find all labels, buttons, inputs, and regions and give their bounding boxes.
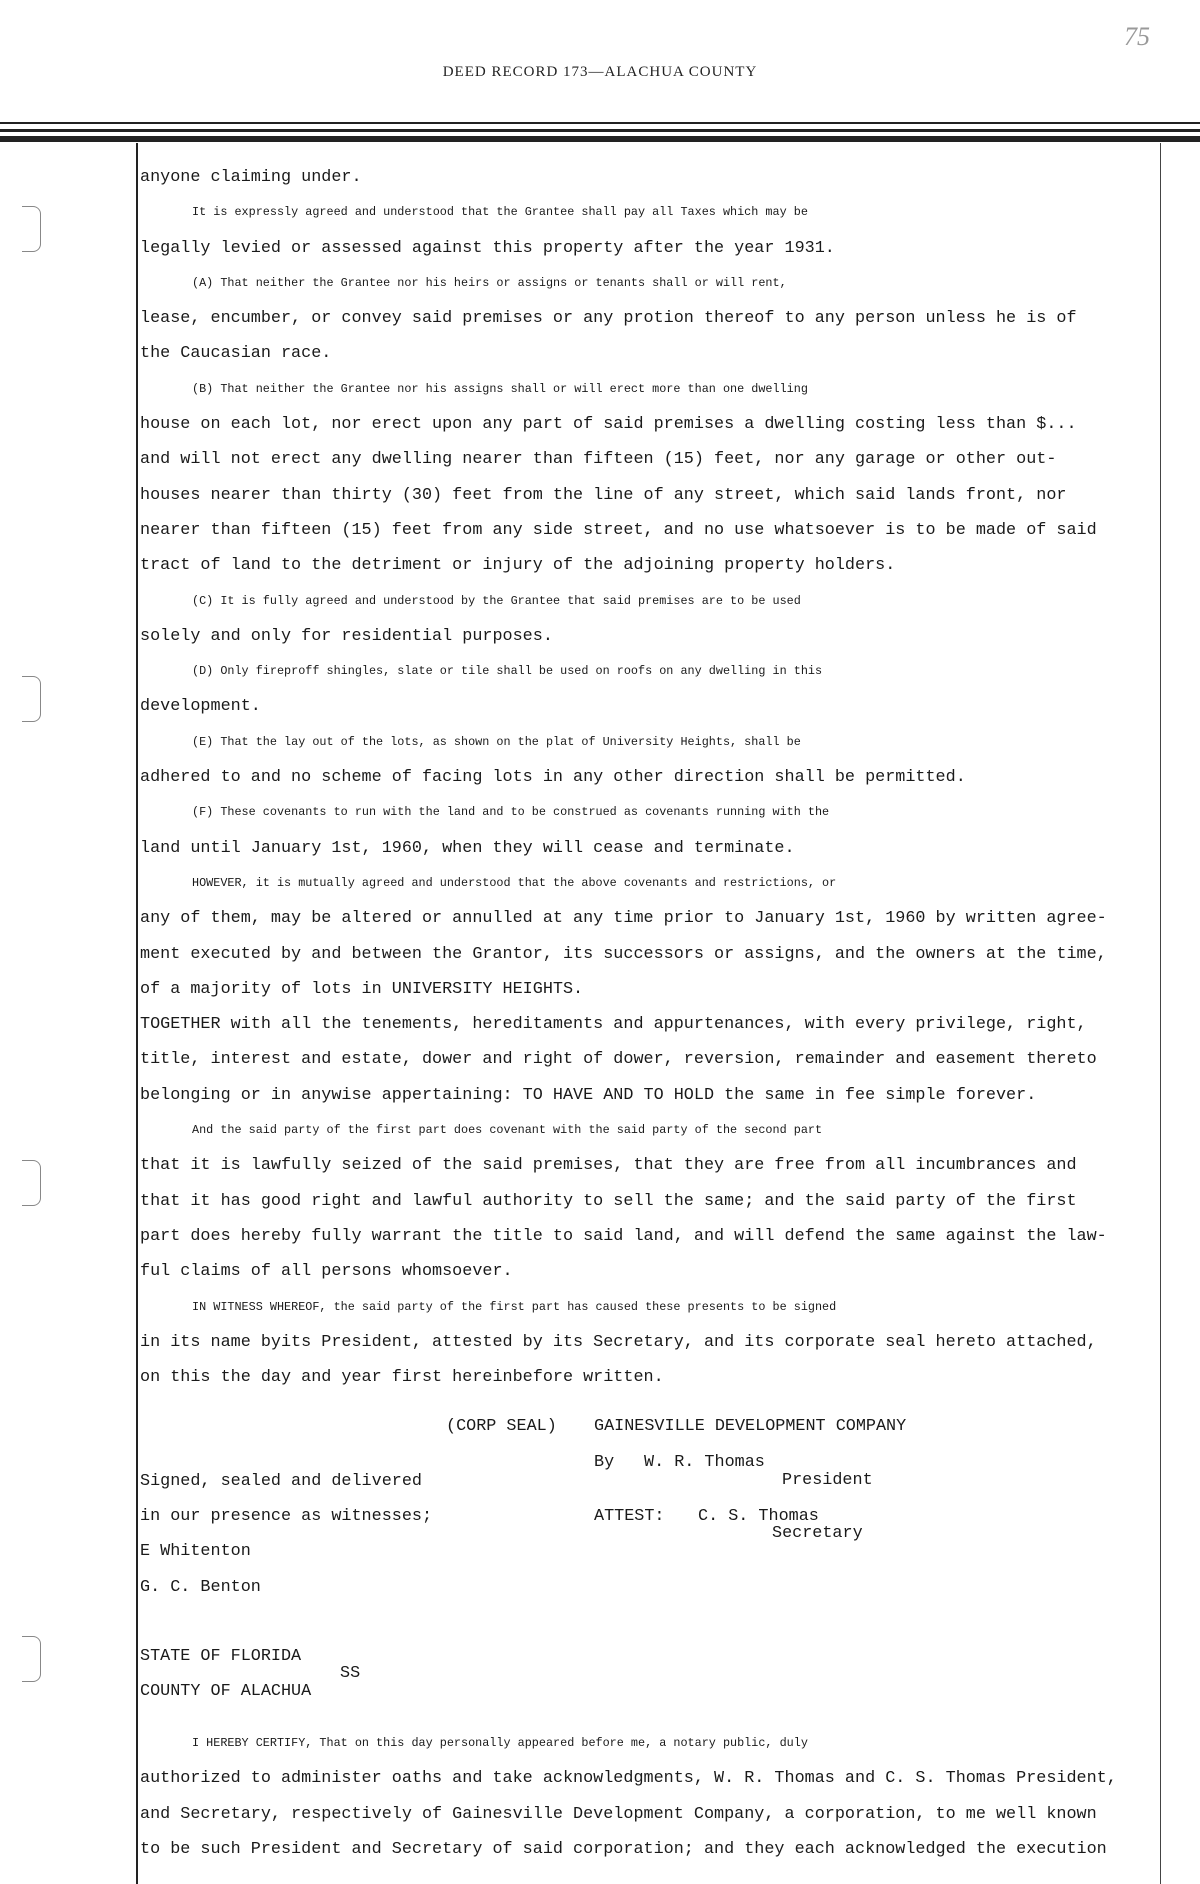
text-line: to be such President and Secretary of said corporation; and they each acknowledged the execution: [140, 1839, 1107, 1859]
attest-label: ATTEST:: [594, 1507, 665, 1526]
venue-ss: SS: [340, 1664, 361, 1683]
text-line: on this the day and year first hereinbefore written.: [140, 1368, 664, 1388]
page-number: 75: [1124, 22, 1150, 51]
text-line: authorized to administer oaths and take acknowledgments, W. R. Thomas and C. S. Thomas President,: [140, 1769, 1117, 1789]
binder-punch-4: [22, 1636, 41, 1682]
text-line: land until January 1st, 1960, when they will cease and terminate.: [140, 838, 795, 858]
text-line: title, interest and estate, dower and right of dower, reversion, remainder and easement thereto: [140, 1050, 1097, 1070]
corp-seal-label: (CORP SEAL): [446, 1417, 557, 1436]
witness-statement-line2: in our presence as witnesses;: [140, 1507, 433, 1526]
text-line: solely and only for residential purposes.: [140, 626, 553, 646]
secretary-title: Secretary: [772, 1524, 863, 1543]
text-line: (E) That the lay out of the lots, as shown on the plat of University Heights, shall be: [192, 734, 801, 749]
page-title: DEED RECORD 173—ALACHUA COUNTY: [442, 64, 758, 80]
binder-punch-1: [22, 206, 41, 252]
text-line: lease, encumber, or convey said premises or any protion thereof to any person unless he is of: [140, 309, 1077, 329]
venue-state: STATE OF FLORIDA: [140, 1647, 302, 1666]
venue-county: COUNTY OF ALACHUA: [140, 1682, 312, 1701]
left-margin-line: [136, 143, 138, 1884]
text-line: house on each lot, nor erect upon any part of said premises a dwelling costing less than $...: [140, 415, 1077, 435]
binder-punch-2: [22, 676, 41, 722]
text-line: belonging or in anywise appertaining: TO HAVE AND TO HOLD the same in fee simple forever.: [140, 1085, 1037, 1105]
text-line: HOWEVER, it is mutually agreed and understood that the above covenants and restrictions, or: [192, 875, 837, 890]
header-rule-bottom: [0, 136, 1200, 142]
company-name: GAINESVILLE DEVELOPMENT COMPANY: [594, 1417, 907, 1436]
notary-certificate-text: [140, 1726, 1160, 1867]
text-line: and will not erect any dwelling nearer than fifteen (15) feet, nor any garage or other out-: [140, 450, 1057, 470]
text-line: ment executed by and between the Grantor, its successors or assigns, and the owners at the time,: [140, 944, 1107, 964]
text-line: I HEREBY CERTIFY, That on this day personally appeared before me, a notary public, duly: [192, 1736, 808, 1750]
text-line: IN WITNESS WHEREOF, the said party of the first part has caused these presents to be signed: [192, 1299, 837, 1314]
text-line: (F) These covenants to run with the land and to be construed as covenants running with the: [192, 805, 830, 820]
president-title: President: [782, 1471, 873, 1490]
binder-punch-3: [22, 1160, 41, 1206]
text-line: ful claims of all persons whomsoever.: [140, 1262, 513, 1282]
header-rule-top: [0, 122, 1200, 124]
text-line: the Caucasian race.: [140, 344, 332, 364]
text-line: TOGETHER with all the tenements, hereditaments and appurtenances, with every privilege, right,: [140, 1015, 1087, 1035]
text-line: And the said party of the first part does covenant with the said party of the second part: [192, 1123, 823, 1138]
text-line: (D) Only fireproff shingles, slate or tile shall be used on roofs on any dwelling in this: [192, 664, 823, 679]
text-line: anyone claiming under.: [140, 168, 362, 187]
text-line: in its name byits President, attested by its Secretary, and its corporate seal hereto attached,: [140, 1332, 1097, 1352]
deed-body-text: [140, 160, 1160, 1395]
text-line: (B) That neither the Grantee nor his assigns shall or will erect more than one dwelling: [192, 381, 808, 396]
text-line: (C) It is fully agreed and understood by the Grantee that said premises are to be used: [192, 593, 801, 608]
text-line: that it is lawfully seized of the said premises, that they are free from all incumbrances and: [140, 1156, 1077, 1176]
text-line: It is expressly agreed and understood that the Grantee shall pay all Taxes which may be: [192, 205, 808, 220]
text-line: (A) That neither the Grantee nor his heirs or assigns or tenants shall or will rent,: [192, 275, 787, 290]
text-line: houses nearer than thirty (30) feet from the line of any street, which said lands front, nor: [140, 485, 1067, 505]
secretary-signature: C. S. Thomas: [698, 1507, 819, 1526]
president-signature: W. R. Thomas: [644, 1453, 765, 1472]
text-line: part does hereby fully warrant the title to said land, and will defend the same against the law-: [140, 1226, 1107, 1246]
text-line: that it has good right and lawful authority to sell the same; and the said party of the first: [140, 1191, 1077, 1211]
text-line: development.: [140, 697, 261, 717]
by-label: By: [594, 1453, 615, 1472]
text-line: of a majority of lots in UNIVERSITY HEIGHTS.: [140, 979, 584, 999]
text-line: and Secretary, respectively of Gainesville Development Company, a corporation, to me well known: [140, 1804, 1097, 1824]
witness-statement-line1: Signed, sealed and delivered: [140, 1472, 422, 1491]
witness-signature-2: G. C. Benton: [140, 1578, 261, 1597]
text-line: legally levied or assessed against this property after the year 1931.: [140, 238, 835, 258]
text-line: adhered to and no scheme of facing lots in any other direction shall be permitted.: [140, 768, 966, 788]
right-margin-line: [1160, 143, 1161, 1884]
text-line: nearer than fifteen (15) feet from any side street, and no use whatsoever is to be made of said: [140, 520, 1097, 540]
text-line: tract of land to the detriment or injury of the adjoining property holders.: [140, 556, 896, 576]
witness-signature-1: E Whitenton: [140, 1542, 251, 1561]
text-line: any of them, may be altered or annulled at any time prior to January 1st, 1960 by written agree-: [140, 909, 1107, 929]
header-rule-mid: [0, 129, 1200, 132]
